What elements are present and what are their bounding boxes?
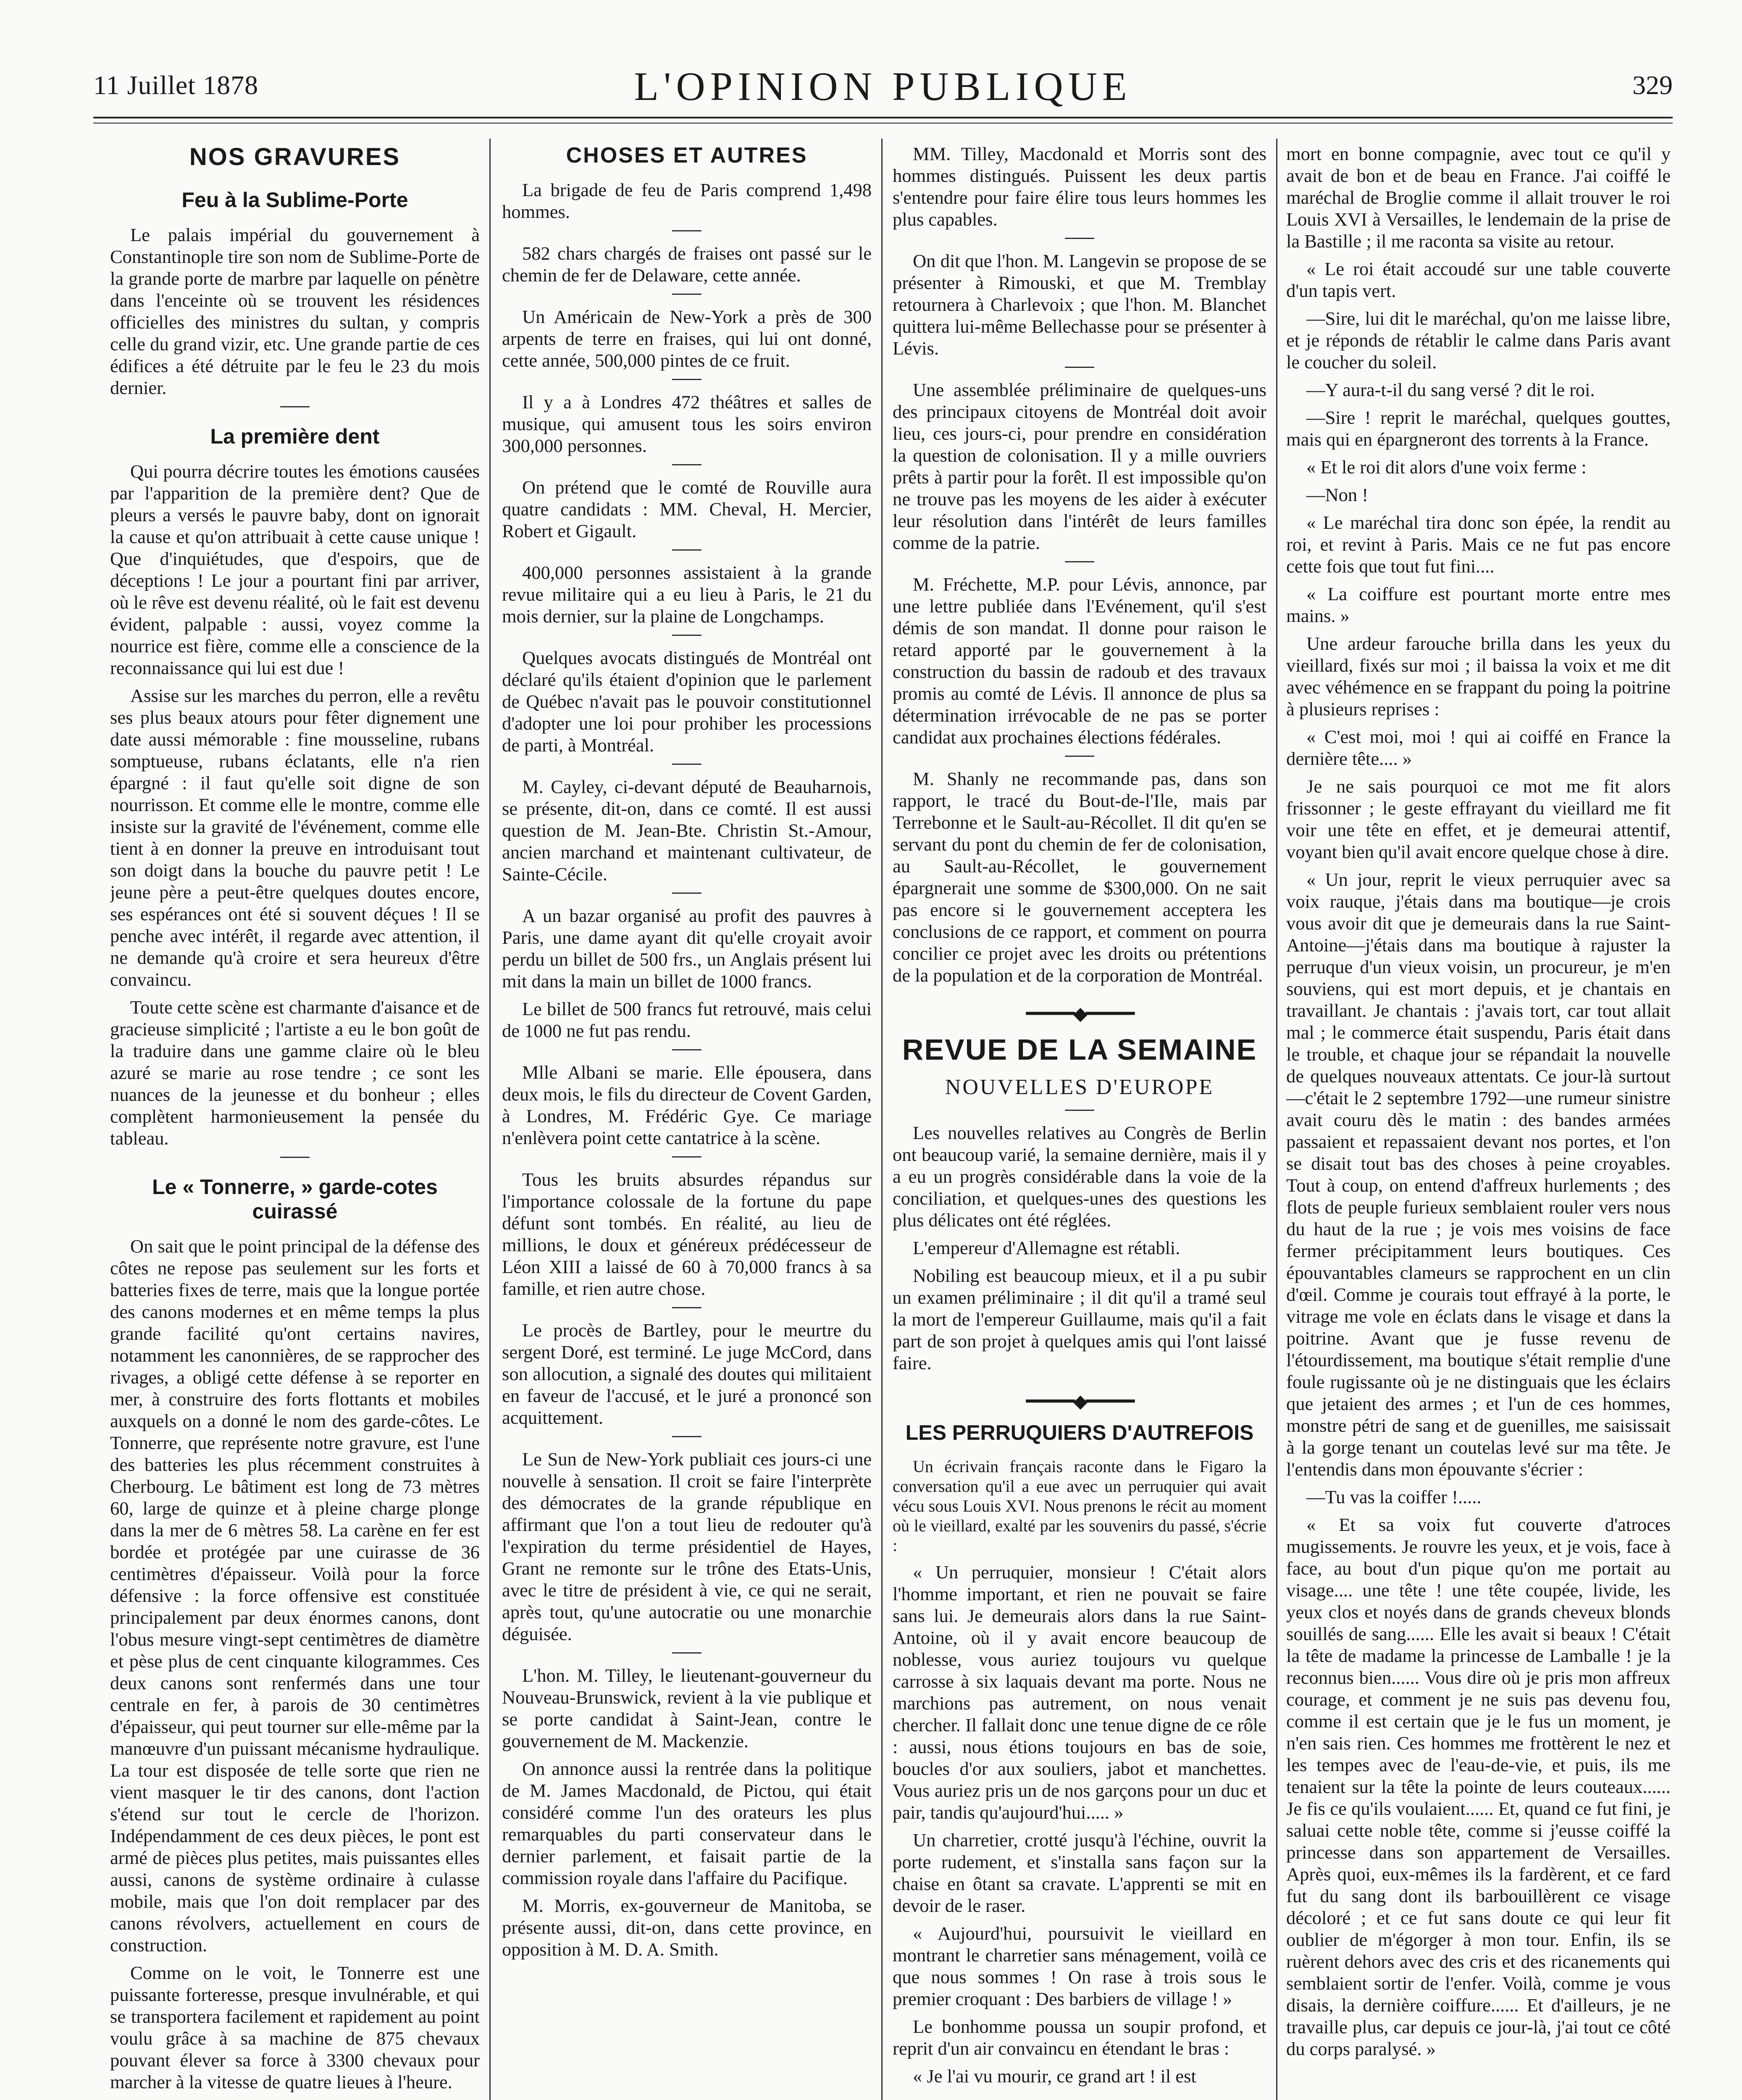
news-item: Une assemblée préliminaire de quelques-uns des principaux citoyens de Montréal doit avoir lieu, ces jours-ci, pour prendre en considération la question de colonisation. Il y a mille ouvriers prêts à partir pour la forêt. Il est impossible qu'on ne trouve pas les moyens de les aider à exécuter leur résolution dans l'intérêt de leurs familles comme de la patrie. (893, 379, 1266, 553)
column-4 (1286, 143, 1671, 2100)
article-title: Feu à la Sublime-Porte (181, 188, 408, 212)
news-item: On annonce aussi la rentrée dans la politique de M. James Macdonald, de Pictou, qui était considéré comme l'un des orateurs les plus remarquables du parti conservateur dans le dernier parlement, et faisait partie de la commission royale dans l'affaire du Pacifique. (502, 1758, 872, 1888)
section-title: CHOSES ET AUTRES (566, 143, 808, 168)
separator (672, 1652, 702, 1654)
separator (1065, 561, 1094, 562)
article-paragraph: —Tu vas la coiffer !..... (1306, 1486, 1482, 1507)
article-title: LES PERRUQUIERS D'AUTREFOIS (905, 1421, 1254, 1444)
news-item: 400,000 personnes assistaient à la grande revue militaire qui a eu lieu à Paris, le 21 du mois dernier, sur la plaine de Longchamps. (502, 562, 872, 627)
separator (672, 635, 702, 636)
news-item: L'hon. M. Tilley, le lieutenant-gouverneur du Nouveau-Brunswick, revient à la vie publique et se porte candidat à Saint-Jean, contre le gouvernement de M. Mackenzie. (502, 1665, 872, 1751)
separator (672, 1436, 702, 1437)
separator (672, 230, 702, 231)
article-paragraph: « Le roi était accoudé sur une table couverte d'un tapis vert. (1286, 258, 1671, 301)
news-item: La brigade de feu de Paris comprend 1,498 hommes. (502, 179, 872, 222)
news-item: Il y a à Londres 472 théâtres et salles de musique, qui amusent tous les soirs environ 300,000 personnes. (502, 391, 872, 456)
page-number: 329 (1632, 70, 1673, 100)
news-item: Le procès de Bartley, pour le meurtre du sergent Doré, est terminé. Le juge McCord, dans son allocution, a signalé des doutes qui militaient en faveur de l'accusé, et le juré a prononcé son acquittement. (502, 1320, 872, 1428)
news-item: Un Américain de New-York a près de 300 arpents de terre en fraises, qui lui ont donné, cette année, 500,000 pintes de ce fruit. (502, 306, 872, 371)
separator (672, 1307, 702, 1308)
separator (672, 892, 702, 894)
article-paragraph: « Un jour, reprit le vieux perruquier avec sa voix rauque, j'étais dans ma boutique—je crois vous avoir dit que je demeurais dans la rue Saint-Antoine—j'étais dans ma boutique à rajuster la perruque d'un vieux voisin, un procureur, je m'en souviens, qui est mort depuis, et je chantais en travaillant. Je chantais : j'avais tort, car tout allait mal ; le commerce était suspendu, Paris était dans le trouble, et chaque jour se répandait la nouvelle de quelques nouveaux attentats. Ce jour-là surtout—c'était le 2 septembre 1792—une rumeur sinistre avait couru dès le matin : des bandes armées passaient et repassaient devant nos portes, et l'on se disait tout bas des choses à peine croyables. Tout à coup, on entend d'affreux hurlements ; des flots de peuple furieux semblaient rouler vers nous du haut de la rue ; je vois mes voisins de face fermer précipitamment leurs boutiques. Ces épouvantables clameurs se rapprochent en un clin d'œil. Comme je courais tout effrayé à la porte, le vitrage me vole en éclats dans le visage et dans la poitrine. Avant que je fusse revenu de l'étourdissement, ma boutique s'était remplie d'une foule rugissante où je ne distinguais que les éclairs que jetaient des armes ; et l'un de ces hommes, monstre pétri de sang et de guenilles, me saisissait à la gorge tenant un coutelas levé sur ma tête. Je l'entendis dans mon épouvante s'écrier : (1286, 869, 1671, 1480)
article-paragraph: —Sire, lui dit le maréchal, qu'on me laisse libre, et je réponds de rétablir le calme dans Paris avant le coucher du soleil. (1286, 308, 1671, 373)
article-paragraph: Assise sur les marches du perron, elle a revêtu ses plus beaux atours pour fêter dignement une date aussi mémorable : fine mousseline, rubans somptueuse, rubans éclatants, elle n'a rien épargné : il faut qu'elle soit digne de son nourrisson. Et comme elle le montre, comme elle insiste sur la gravité de l'événement, comme elle tient à en donner la preuve en introduisant tout son doigt dans la bouche du pauvre petit ! Le jeune père a peut-être quelques doutes encore, ses espérances ont été si souvent déçues ! Il se penche avec intérêt, il regarde avec attention, il ne demande qu'à croire et sera heureux d'être convaincu. (110, 685, 480, 990)
article-paragraph: mort en bonne compagnie, avec tout ce qu'il y avait de bon et de beau en France. J'ai coiffé le maréchal de Broglie comme il allait trouver le roi Louis XVI à Versailles, le lendemain de la prise de la Bastille ; il me raconta sa visite au retour. (1286, 143, 1671, 252)
separator (280, 1157, 310, 1158)
journal-title: L'OPINION PUBLIQUE (634, 64, 1132, 109)
article-paragraph: « La coiffure est pourtant morte entre mes mains. » (1286, 583, 1671, 626)
separator (280, 406, 310, 407)
article-paragraph: —Non ! (1306, 484, 1369, 505)
column-divider (489, 139, 491, 2100)
article-paragraph: Un charretier, crotté jusqu'à l'échine, ouvrit la porte rudement, et s'installa sans façon sur la chaise en ôtant sa cravate. L'apprenti se mit en devoir de le raser. (893, 1830, 1266, 1916)
article-paragraph: « Je l'ai vu mourir, ce grand art ! il est (913, 2066, 1196, 2087)
separator (672, 549, 702, 551)
article-paragraph: Une ardeur farouche brilla dans les yeux du vieillard, fixés sur moi ; il baissa la voix et me dit avec véhémence en se frappant du poing la poitrine à plusieurs reprises : (1286, 633, 1671, 719)
article-paragraph: Le palais impérial du gouvernement à Constantinople tire son nom de Sublime-Porte de la grande porte de marbre par laquelle on pénètre dans l'enceinte où se trouvent les résidences officielles des ministres du sultan, y compris celle du grand vizir, etc. Une grande partie de ces édifices a été détruite par le feu le 23 du mois dernier. (110, 224, 480, 398)
article-paragraph: « C'est moi, moi ! qui ai coiffé en France la dernière tête.... » (1286, 726, 1671, 769)
article-paragraph: Les nouvelles relatives au Congrès de Berlin ont beaucoup varié, la semaine dernière, mais il y a eu un progrès considérable dans la voie de la conciliation, et quelques-unes des questions les plus délicates ont été réglées. (893, 1122, 1266, 1231)
separator (672, 1156, 702, 1158)
article-paragraph: « Et sa voix fut couverte d'atroces mugissements. Je rouvre les yeux, et je vois, face à face, au bout d'un pique qu'on me portait au visage.... une tête ! une tête coupée, livide, les yeux clos et noyés dans de grands cheveux blonds souillés de sang...... Elle les avait si beaux ! C'était la tête de madame la princesse de Lamballe ! je la reconnus bien...... Vous dire où je pris mon affreux courage, et comment je ne suis pas devenu fou, comme il est certain que je le fus un moment, je n'en sais rien. Ces hommes me frottèrent le nez et les tempes avec de l'eau-de-vie, et puis, ils me tenaient sur la tête la pointe de leurs couteaux...... Je fis ce qu'ils voulaient...... Et, quand ce fut fini, je saluai cette noble tête, comme si j'eusse coiffé la princesse dans son appartement de Versailles. Après quoi, eux-mêmes ils la fardèrent, et ce fard fut du sang dont ils barbouillèrent ce visage décoloré ; et ce fut sans doute ce qui leur fit oublier de m'égorger à mon tour. Enfin, ils se ruèrent dehors avec des cris et des ricanements qui semblaient sortir de l'enfer. Voilà, comme je vous disais, la dernière coiffure...... Et d'ailleurs, je ne travaille plus, car depuis ce jour-là, j'ai tout ce côté du corps paralysé. » (1286, 1514, 1671, 2059)
article-paragraph: « Un perruquier, monsieur ! C'était alors l'homme important, et rien ne pouvait se faire sans lui. Je demeurais alors dans la rue Saint-Antoine, où il y avait encore beaucoup de noblesse, vous auriez toujours vu quelque carrosse à six laquais devant ma porte. Nous ne marchions pas autrement, on nous venait chercher. Il fallait donc une tenue digne de ce rôle : aussi, nous étions toujours en bas de soie, boucles d'or aux souliers, jabot et manchettes. Vous auriez pris un de nos garçons pour un duc et pair, tandis qu'aujourd'hui..... » (893, 1562, 1266, 1823)
article-paragraph: « Aujourd'hui, poursuivit le vieillard en montrant le charretier sans ménagement, voilà ce que nous sommes ! On rase à trois sous le premier croquant : Des barbiers de village ! » (893, 1923, 1266, 2009)
ornament-divider: ━━━━━◆━━━━━ (1026, 1391, 1133, 1412)
article-paragraph: —Y aura-t-il du sang versé ? dit le roi. (1306, 379, 1595, 400)
news-item: On dit que l'hon. M. Langevin se propose de se présenter à Rimouski, et que M. Tremblay retournera à Charlevoix ; que l'hon. M. Blanchet quittera lui-même Bellechasse pour se présenter à Lévis. (893, 250, 1266, 359)
separator (672, 464, 702, 465)
news-item: Le Sun de New-York publiait ces jours-ci une nouvelle à sensation. Il croit se faire l'interprète des démocrates de la grande république en affirmant que l'on a tout lieu de redouter qu'à l'expiration du terme présidentiel de Hayes, Grant ne remonte sur le trône des Etats-Unis, avec le titre de président à vie, ce qui ne serait, après tout, qu'une autocratie ou une monarchie déguisée. (502, 1449, 872, 1644)
column-3 (893, 143, 1266, 2100)
issue-date: 11 Juillet 1878 (93, 70, 259, 100)
article-paragraph: Je ne sais pourquoi ce mot me fit alors frissonner ; le geste effrayant du vieillard me fit voir une tête en effet, et je demeurai attentif, voyant bien qu'il avait encore quelque chose à dire. (1286, 776, 1671, 862)
article-paragraph: Comme on le voit, le Tonnerre est une puissante forteresse, presque invulnérable, et qui se transportera facilement et rapidement au point voulu grâce à sa machine de 875 chevaux pouvant élever sa force à 3300 chevaux pour marcher à la vitesse de quatre lieues à l'heure. (110, 1962, 480, 2092)
column-1 (110, 143, 480, 2100)
ornament-divider: ━━━━━◆━━━━━ (1026, 1003, 1133, 1024)
news-item: On prétend que le comté de Rouville aura quatre candidats : MM. Cheval, H. Mercier, Robert et Gigault. (502, 477, 872, 541)
column-divider (1276, 139, 1277, 2100)
article-paragraph: L'empereur d'Allemagne est rétabli. (913, 1237, 1180, 1258)
article-paragraph: Le bonhomme poussa un soupir profond, et reprit d'un air convaincu en étendant le bras : (893, 2016, 1266, 2059)
article-paragraph: « Et le roi dit alors d'une voix ferme : (1306, 457, 1587, 478)
separator (1065, 367, 1094, 368)
section-subtitle: NOUVELLES D'EUROPE (945, 1075, 1214, 1099)
separator (672, 294, 702, 295)
news-item: M. Fréchette, M.P. pour Lévis, annonce, par une lettre publiée dans l'Evénement, qu'il s'est démis de son mandat. Il donne pour raison le retard apporté par le gouvernement à la construction du bassin de radoub et des travaux promis au comté de Lévis. Il annonce de plus sa détermination irrévocable de ne pas se porter candidat aux prochaines élections fédérales. (893, 574, 1266, 748)
header-rule (93, 117, 1673, 118)
article-title: Le « Tonnerre, » garde-cotes cuirassé (152, 1175, 438, 1223)
news-item: M. Morris, ex-gouverneur de Manitoba, se présente aussi, dit-on, dans cette province, en opposition à M. D. A. Smith. (502, 1895, 872, 1960)
section-title: REVUE DE LA SEMAINE (902, 1033, 1257, 1066)
news-items (502, 179, 872, 1960)
article-title: La première dent (210, 425, 380, 448)
article-paragraph: Nobiling est beaucoup mieux, et il a pu subir un examen préliminaire ; il dit qu'il a tramé seul la mort de l'empereur Guillaume, mais qu'il a fait part de son projet à quelques amis qui l'ont laissé faire. (893, 1265, 1266, 1373)
article-intro: Un écrivain français raconte dans le Figaro la conversation qu'il a eue avec un perruquier qui avait vécu sous Louis XVI. Nous prenons le récit au moment où le vieillard, exalté par les souvenirs du passé, s'écrie : (893, 1457, 1266, 1555)
separator (672, 1049, 702, 1050)
news-item: Tous les bruits absurdes répandus sur l'importance colossale de la fortune du pape défunt sont tombés. En réalité, au lieu de millions, le doux et généreux prédécesseur de Léon XIII a laissé de 60 à 70,000 francs à sa famille, et rien autre chose. (502, 1169, 872, 1299)
article-paragraph: —Sire ! reprit le maréchal, quelques gouttes, mais qui en épargneront des torrents à la France. (1286, 407, 1671, 450)
news-item: 582 chars chargés de fraises ont passé sur le chemin de fer de Delaware, cette année. (502, 243, 872, 286)
separator (672, 764, 702, 765)
column-2 (502, 143, 872, 2100)
separator (672, 379, 702, 380)
article-paragraph: Qui pourra décrire toutes les émotions causées par l'apparition de la première dent? Que de pleurs a versés le pauvre baby, dont on ignorait la cause et qu'on attribuait à cette cause unique ! Que d'inquiétudes, que d'espoirs, que de déceptions ! Le jour a pourtant fini par arriver, où le rêve est devenu réalité, où le fait est devenu évident, palpable : aussi, voyez comme la nourrice est fière, comme elle a conscience de la reconnaissance qui lui est due ! (110, 461, 480, 678)
section-title: NOS GRAVURES (189, 143, 401, 171)
separator (1065, 238, 1094, 239)
separator (1065, 756, 1094, 757)
news-item: M. Shanly ne recommande pas, dans son rapport, le tracé du Bout-de-l'Ile, mais par Terrebonne et le Sault-au-Récollet. Il dit qu'en se servant du pont du chemin de fer de colonisation, au Sault-au-Récollet, le gouvernement épargnerait une somme de $300,000. On ne sait pas encore si le gouvernement acceptera les conclusions de ce rapport, et comment on pourra concilier ce projet avec les droits ou prétentions de la population et de la corporation de Montréal. (893, 768, 1266, 986)
column-divider (881, 139, 883, 2100)
news-item: Quelques avocats distingués de Montréal ont déclaré qu'ils étaient d'opinion que le parlement de Québec n'avait pas le pouvoir constitutionnel d'adopter une loi pour prohiber les processions de parti, à Montréal. (502, 647, 872, 756)
article-paragraph: On sait que le point principal de la défense des côtes ne repose pas seulement sur les forts et batteries fixes de terre, mais que la longue portée des canons modernes et en même temps la plus grande facilité qu'ont certains navires, notamment les canonnières, de se rapprocher des rivages, a obligé cette défense à se reporter en mer, à construire des forts flottants et mobiles auxquels on a donné le nom des garde-côtes. Le Tonnerre, que représente notre gravure, est l'une des batteries les plus récemment construites à Cherbourg. Le bâtiment est long de 73 mètres 60, large de quinze et à pleine charge plonge dans la mer de 6 mètres 58. La carène en fer est bordée et protégée par une cuirasse de 36 centimètres d'épaisseur. Voilà pour la force défensive : la force offensive est constituée principalement par deux énormes canons, dont l'obus mesure vingt-sept centimètres de diamètre et pèse plus de cent cinquante kilogrammes. Ces deux canons sont renfermés dans une tour centrale en fer, à parois de 30 centimètres d'épaisseur, qui peut tourner sur elle-même par la manœuvre d'un puissant mécanisme hydraulique. La tour est disposée de telle sorte que rien ne vient masquer le tir des canons, dont l'action s'étend sur tout le cercle de l'horizon. Indépendamment de ces deux pièces, le pont est armé de pièces plus petites, mais puissantes elles aussi, canons de système ordinaire à culasse mobile, mais que l'on doit remplacer par des canons révolvers, actuellement en cours de construction. (110, 1236, 480, 1956)
page-header (93, 63, 1673, 109)
article-paragraph: « Le maréchal tira donc son épée, la rendit au roi, et revint à Paris. Mais ce ne fut pas encore cette fois que tout fut fini.... (1286, 512, 1671, 577)
news-item: M. Cayley, ci-devant député de Beauharnois, se présente, dit-on, dans ce comté. Il est aussi question de M. Jean-Bte. Christin St.-Amour, ancien marchand et maintenant cultivateur, de Sainte-Cécile. (502, 776, 872, 885)
news-item: MM. Tilley, Macdonald et Morris sont des hommes distingués. Puissent les deux partis s'entendre pour faire élire tous leurs hommes les plus capables. (893, 143, 1266, 230)
news-item: Mlle Albani se marie. Elle épousera, dans deux mois, le fils du directeur de Covent Garden, à Londres, M. Frédéric Gye. Ce mariage n'enlèvera point cette cantatrice à la scène. (502, 1062, 872, 1148)
separator (1065, 1110, 1094, 1111)
news-item: A un bazar organisé au profit des pauvres à Paris, une dame ayant dit qu'elle croyait avoir perdu un billet de 500 frs., un Anglais présent lui mit dans la main un billet de 1000 francs. (502, 905, 872, 992)
news-item: Le billet de 500 francs fut retrouvé, mais celui de 1000 ne fut pas rendu. (502, 998, 872, 1041)
article-paragraph: Toute cette scène est charmante d'aisance et de gracieuse simplicité ; l'artiste a eu le bon goût de la traduire dans une gamme claire où le bleu azuré se marie au rose tendre ; ce sont les nuances de la jeunesse et du bonheur ; elles complètent harmonieusement la pensée du tableau. (110, 997, 480, 1149)
